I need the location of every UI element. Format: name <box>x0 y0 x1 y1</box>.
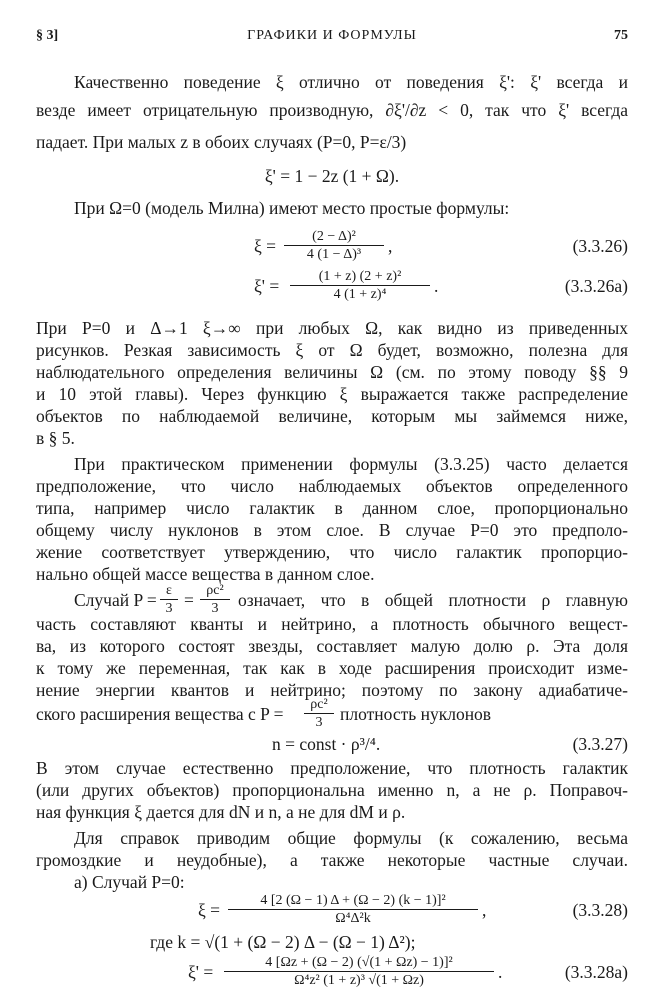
eq326-fraction <box>284 228 384 263</box>
p1-line-2: везде имеет отрицательную производную, ∂ξ'/∂z < 0, так что ξ' всегда <box>36 100 628 120</box>
eq328a-tail: . <box>498 962 503 982</box>
running-header <box>36 28 628 50</box>
equation-3-3-28 <box>36 890 628 930</box>
equation-3-3-28a <box>36 952 628 992</box>
p3-line-1: При P=0 и Δ→1 ξ→∞ при любых Ω, как видно из приведенных <box>36 318 628 338</box>
p3-line-3: наблюдательного определения величины Ω (см. по этому поводу §§ 9 <box>36 362 628 382</box>
p5-f3-num: ρc² <box>310 697 328 712</box>
page-number: 75 <box>614 28 628 43</box>
p4-line-5: жение соответствует утверждению, что число галактик пропорцио- <box>36 542 628 562</box>
p5-last-pre: ского расширения вещества с P = <box>36 704 284 724</box>
p5-f2-num: ρc² <box>206 583 224 598</box>
p7-line-2: громоздкие и неудобные), а также некоторые частные случаи. <box>36 850 628 870</box>
eq326a-number: (3.3.26a) <box>564 276 628 296</box>
eq326-lhs: ξ = <box>254 236 277 256</box>
p4-line-6: нально общей массе вещества в данном слое. <box>36 564 375 584</box>
p4-line-1: При практическом применении формулы (3.3.25) часто делается <box>74 454 628 474</box>
p1-line-3: падает. При малых z в обоих случаях (P=0, P=ε/3) <box>36 132 407 152</box>
equation-xi-prime-small-z: ξ' = 1 − 2z (1 + Ω). <box>264 166 400 186</box>
eq326-denominator: 4 (1 − Δ)³ <box>284 245 384 263</box>
section-marker: § 3] <box>36 28 59 43</box>
eq328a-fraction <box>224 954 494 989</box>
eq326a-denominator: 4 (1 + z)⁴ <box>290 285 430 303</box>
p6-line-1: В этом случае естественно предположение, что плотность галактик <box>36 758 628 778</box>
equation-3-3-26 <box>36 226 628 266</box>
eq326a-numerator: (1 + z) (2 + z)² <box>318 269 402 284</box>
p5-mid: = <box>184 590 194 610</box>
p5-f1-num: ε <box>166 583 172 598</box>
p5-f2-den: 3 <box>200 599 230 617</box>
eq326a-fraction <box>290 268 430 303</box>
p6-line-3: ная функция ξ дается для dN и n, а не для dM и ρ. <box>36 802 406 822</box>
eq328-number: (3.3.28) <box>572 900 628 920</box>
p2-line: При Ω=0 (модель Милна) имеют место простые формулы: <box>74 198 510 218</box>
p3-line-2: рисунков. Резкая зависимость ξ от Ω будет, возможно, полезна для <box>36 340 628 360</box>
eq326-tail: , <box>388 236 393 256</box>
eq328-tail: , <box>482 900 487 920</box>
eq328a-numerator: 4 [Ωz + (Ω − 2) (√(1 + Ωz) − 1)]² <box>265 955 453 970</box>
p4-line-2: предположение, что число наблюдаемых объектов определенного <box>36 476 628 496</box>
p7-line-1: Для справок приводим общие формулы (к сожалению, весьма <box>74 828 628 848</box>
eq327-body: n = const · ρ³/⁴. <box>272 734 381 754</box>
p5-line-2: часть составляют кванты и нейтрино, а плотность обычного вещест- <box>36 614 628 634</box>
p3-line-4: и 10 этой главы). Через функцию ξ выражается также распределение <box>36 384 628 404</box>
p5-f3-den: 3 <box>304 713 334 731</box>
running-title: ГРАФИКИ И ФОРМУЛЫ <box>247 28 417 43</box>
equation-3-3-26a <box>36 266 628 306</box>
p4-line-3: типа, например число галактик в данном слое, пропорционально <box>36 498 628 518</box>
p6-line-2: (или других объектов) пропорциональна именно n, а не ρ. Поправоч- <box>36 780 628 800</box>
p5-fraction-2 <box>200 582 230 617</box>
eq326-number: (3.3.26) <box>572 236 628 256</box>
p5-fraction-1 <box>160 582 178 617</box>
eq326-numerator: (2 − Δ)² <box>312 229 356 244</box>
eq328-numerator: 4 [2 (Ω − 1) Δ + (Ω − 2) (k − 1)]² <box>260 893 446 908</box>
case-a-heading: а) Случай P=0: <box>74 872 185 892</box>
p3-line-5: объектов по наблюдаемой величине, которым мы займемся ниже, <box>36 406 628 426</box>
eq327-number: (3.3.27) <box>572 734 628 754</box>
p5-f1-den: 3 <box>160 599 178 617</box>
eq328-denominator: Ω⁴Δ²k <box>228 909 478 927</box>
p1-line-1: Качественно поведение ξ отлично от поведения ξ': ξ' всегда и <box>74 72 628 92</box>
p5-pre: Случай P = <box>74 590 157 610</box>
p5-line-5: нение энергии квантов и нейтрино; поэтому по закону адиабатиче- <box>36 680 628 700</box>
p4-line-4: общему числу нуклонов в этом слое. В случае P=0 это предполо- <box>36 520 628 540</box>
p5-line-3: ва, из которого состоят звезды, составляет малую долю ρ. Эта доля <box>36 636 628 656</box>
p5-last-post: плотность нуклонов <box>340 704 492 724</box>
p3-line-6: в § 5. <box>36 428 75 448</box>
eq326a-lhs: ξ' = <box>254 276 280 296</box>
eq328-lhs: ξ = <box>198 900 221 920</box>
p5-line-4: к тому же переменная, так как в ходе расширения происходит изме- <box>36 658 628 678</box>
eq328-fraction <box>228 892 478 927</box>
p5-post: означает, что в общей плотности ρ главную <box>238 590 628 610</box>
eq328a-lhs: ξ' = <box>188 962 214 982</box>
eq328a-denominator: Ω⁴z² (1 + z)³ √(1 + Ωz) <box>224 971 494 989</box>
eq328a-number: (3.3.28a) <box>564 962 628 982</box>
where-k-definition: где k = √(1 + (Ω − 2) Δ − (Ω − 1) Δ²); <box>150 932 416 952</box>
eq326a-tail: . <box>434 276 439 296</box>
